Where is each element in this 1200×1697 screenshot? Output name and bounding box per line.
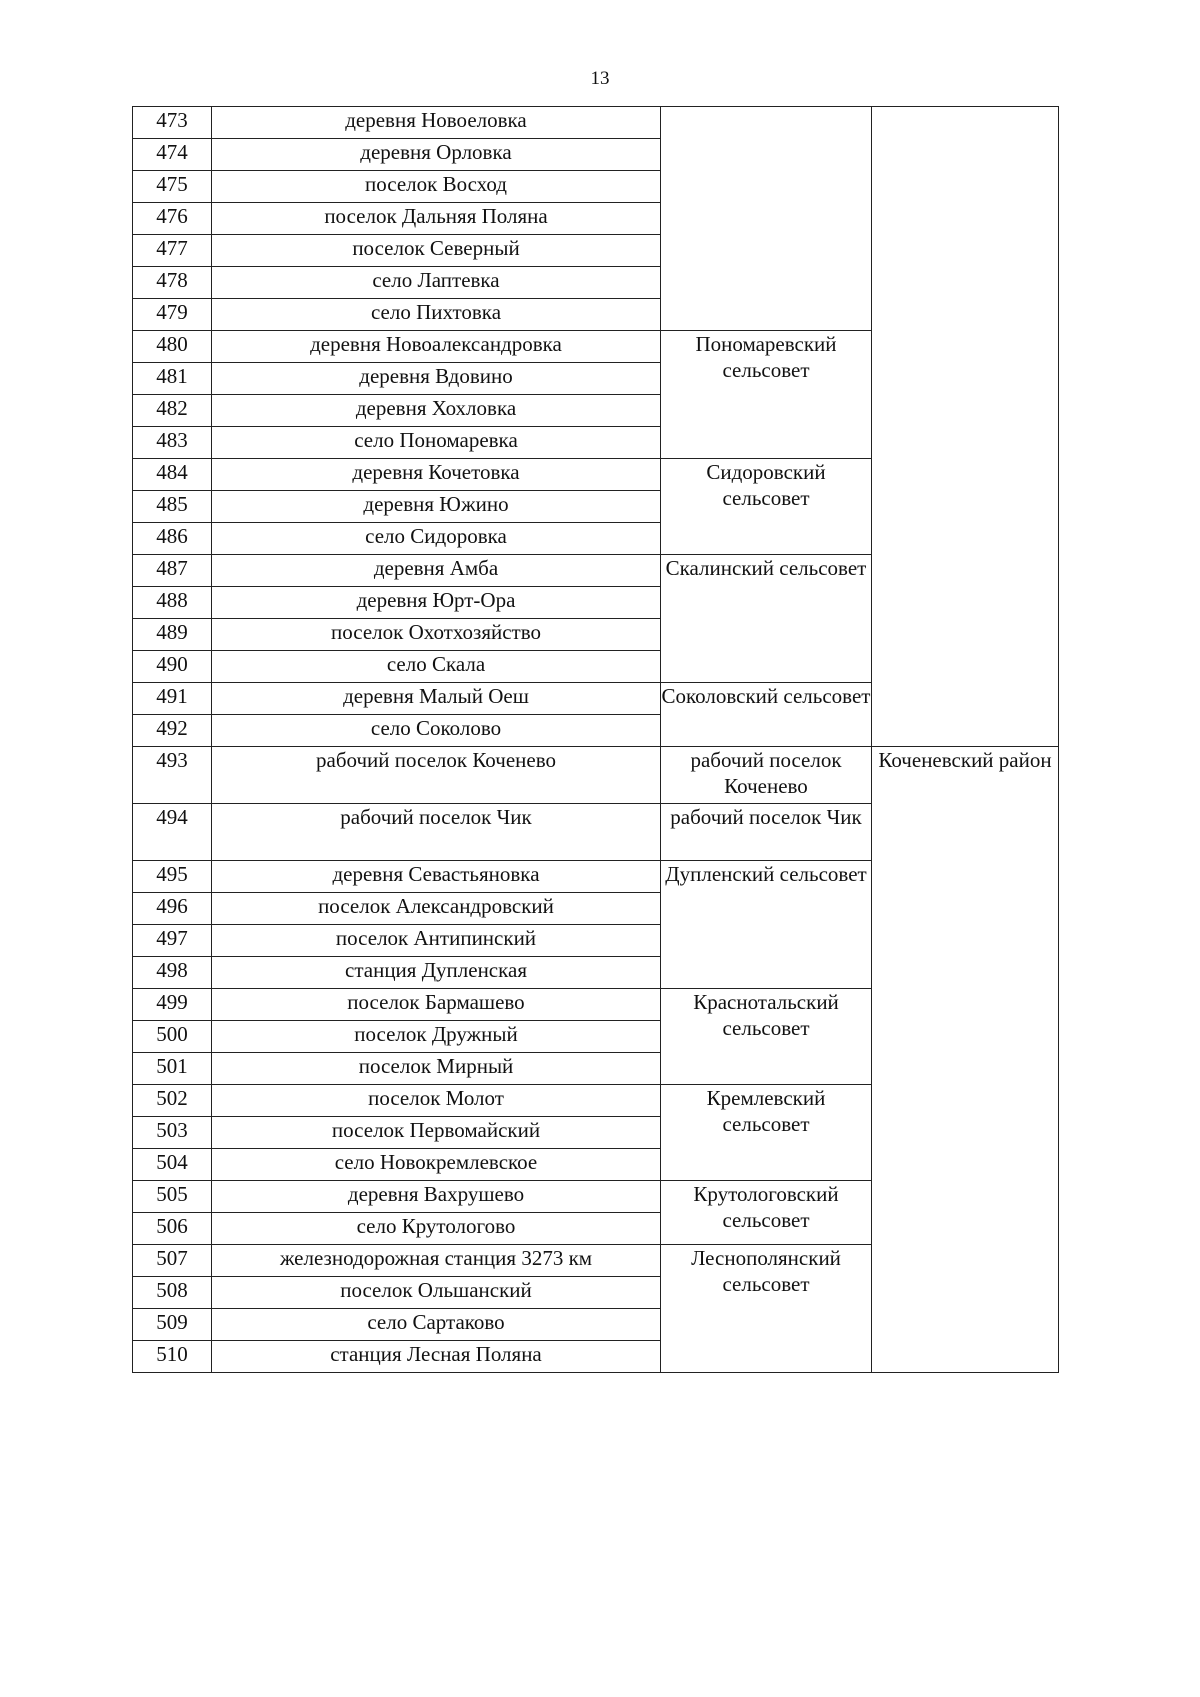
settlement-name: поселок Мирный [212, 1053, 661, 1085]
settlements-table [132, 106, 1059, 1373]
row-number: 504 [133, 1149, 212, 1181]
table-row [133, 107, 1059, 139]
settlement-name: деревня Кочетовка [212, 459, 661, 491]
settlement-name: деревня Новоалександровка [212, 331, 661, 363]
row-number: 499 [133, 989, 212, 1021]
municipality-duplensky: Дупленский сельсовет [661, 861, 872, 989]
settlement-name: деревня Амба [212, 555, 661, 587]
row-number: 478 [133, 267, 212, 299]
settlement-name: село Пономаревка [212, 427, 661, 459]
row-number: 510 [133, 1341, 212, 1373]
municipality-chik: рабочий поселок Чик [661, 804, 872, 861]
table-row [133, 747, 1059, 804]
row-number: 494 [133, 804, 212, 861]
page-number: 13 [590, 68, 610, 89]
settlement-name: село Соколово [212, 715, 661, 747]
municipality-ponomarevsky: Пономаревский сельсовет [661, 331, 872, 459]
settlement-name: село Лаптевка [212, 267, 661, 299]
row-number: 480 [133, 331, 212, 363]
row-number: 479 [133, 299, 212, 331]
settlement-name: поселок Александровский [212, 893, 661, 925]
settlement-name: поселок Первомайский [212, 1117, 661, 1149]
row-number: 491 [133, 683, 212, 715]
settlement-name: поселок Молот [212, 1085, 661, 1117]
row-number: 497 [133, 925, 212, 957]
municipality-kochenevo: рабочий поселок Коченево [661, 747, 872, 804]
settlement-name: станция Дупленская [212, 957, 661, 989]
row-number: 473 [133, 107, 212, 139]
row-number: 505 [133, 1181, 212, 1213]
settlement-name: село Пихтовка [212, 299, 661, 331]
row-number: 481 [133, 363, 212, 395]
settlement-name: поселок Северный [212, 235, 661, 267]
row-number: 509 [133, 1309, 212, 1341]
row-number: 506 [133, 1213, 212, 1245]
row-number: 496 [133, 893, 212, 925]
settlement-name: село Сартаково [212, 1309, 661, 1341]
settlement-name: деревня Вахрушево [212, 1181, 661, 1213]
settlement-name: железнодорожная станция 3273 км [212, 1245, 661, 1277]
settlement-name: станция Лесная Поляна [212, 1341, 661, 1373]
settlement-name: поселок Ольшанский [212, 1277, 661, 1309]
row-number: 495 [133, 861, 212, 893]
row-number: 475 [133, 171, 212, 203]
row-number: 489 [133, 619, 212, 651]
settlement-name: поселок Дружный [212, 1021, 661, 1053]
municipality-krasnotalsky: Краснотальский сельсовет [661, 989, 872, 1085]
row-number: 486 [133, 523, 212, 555]
municipality-kremlevsky: Кремлевский сельсовет [661, 1085, 872, 1181]
settlement-name: рабочий поселок Коченево [212, 747, 661, 804]
row-number: 501 [133, 1053, 212, 1085]
municipality-sidorovsky: Сидоровский сельсовет [661, 459, 872, 555]
settlement-name: поселок Антипинский [212, 925, 661, 957]
municipality-krutologovsky: Крутологовский сельсовет [661, 1181, 872, 1245]
row-number: 474 [133, 139, 212, 171]
settlement-name: деревня Севастьяновка [212, 861, 661, 893]
row-number: 477 [133, 235, 212, 267]
settlement-name: поселок Охотхозяйство [212, 619, 661, 651]
settlement-name: деревня Новоеловка [212, 107, 661, 139]
row-number: 498 [133, 957, 212, 989]
row-number: 485 [133, 491, 212, 523]
row-number: 482 [133, 395, 212, 427]
settlement-name: поселок Дальняя Поляна [212, 203, 661, 235]
municipality-sokolovsky: Соколовский сельсовет [661, 683, 872, 747]
row-number: 492 [133, 715, 212, 747]
row-number: 503 [133, 1117, 212, 1149]
row-number: 493 [133, 747, 212, 804]
settlement-name: деревня Хохловка [212, 395, 661, 427]
municipality-skalinsky: Скалинский сельсовет [661, 555, 872, 683]
row-number: 502 [133, 1085, 212, 1117]
settlement-name: деревня Юрт-Ора [212, 587, 661, 619]
settlement-name: деревня Южино [212, 491, 661, 523]
row-number: 508 [133, 1277, 212, 1309]
municipality-cell-blank [661, 107, 872, 331]
settlement-name: село Скала [212, 651, 661, 683]
settlement-name: село Новокремлевское [212, 1149, 661, 1181]
row-number: 476 [133, 203, 212, 235]
row-number: 500 [133, 1021, 212, 1053]
row-number: 484 [133, 459, 212, 491]
settlement-name: село Крутологово [212, 1213, 661, 1245]
settlement-name: деревня Орловка [212, 139, 661, 171]
settlement-name: деревня Вдовино [212, 363, 661, 395]
district-kochenevsky: Коченевский район [872, 747, 1059, 1373]
settlement-name: поселок Бармашево [212, 989, 661, 1021]
row-number: 487 [133, 555, 212, 587]
settlement-name: рабочий поселок Чик [212, 804, 661, 861]
district-cell-blank [872, 107, 1059, 747]
municipality-lesnopolyansky: Леснополянский сельсовет [661, 1245, 872, 1373]
settlement-name: деревня Малый Оеш [212, 683, 661, 715]
settlement-name: село Сидоровка [212, 523, 661, 555]
row-number: 483 [133, 427, 212, 459]
row-number: 490 [133, 651, 212, 683]
row-number: 507 [133, 1245, 212, 1277]
settlement-name: поселок Восход [212, 171, 661, 203]
row-number: 488 [133, 587, 212, 619]
